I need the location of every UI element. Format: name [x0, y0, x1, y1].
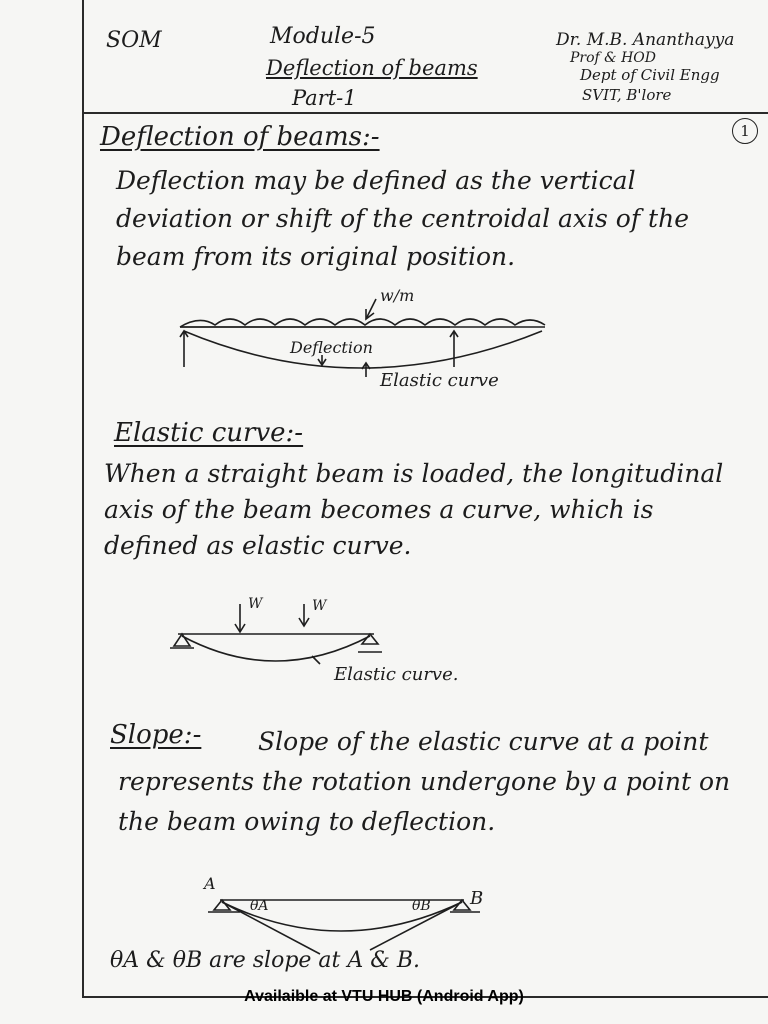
topic-label: Deflection of beams [266, 56, 478, 80]
theta-b-label: θB [412, 898, 431, 914]
deflection-label: Deflection [290, 338, 373, 357]
author-line-1: Dr. M.B. Ananthayya [556, 30, 735, 50]
page-number: 1 [732, 118, 758, 144]
author-line-2: Prof & HOD [570, 50, 656, 66]
header-divider-line [82, 112, 768, 114]
load-label-2: W [312, 598, 327, 614]
author-line-3: Dept of Civil Engg [580, 66, 720, 84]
author-line-4: SVIT, B'lore [582, 86, 672, 104]
point-a-label: A [204, 874, 216, 893]
elastic-curve-heading: Elastic curve:- [114, 418, 304, 448]
elastic-curve-label-1: Elastic curve [380, 370, 499, 391]
deflection-text: Deflection may be defined as the vertical deviation or shift of the centroidal axis of the beam from its original position. [116, 166, 689, 271]
subject-label: SOM [106, 28, 162, 53]
slope-caption: θA & θB are slope at A & B. [110, 948, 420, 973]
deflection-heading: Deflection of beams:- [100, 122, 380, 152]
footer-text: Availaible at VTU HUB (Android App) [244, 988, 524, 1005]
udl-label: w/m [380, 286, 415, 305]
slope-heading: Slope:- [110, 720, 202, 750]
slope-text: Slope of the elastic curve at a point represents the rotation undergone by a point on the beam owing to deflection. [118, 727, 731, 836]
module-label: Module-5 [270, 24, 376, 49]
theta-a-label: θA [250, 898, 269, 914]
elastic-curve-label-2: Elastic curve. [334, 664, 459, 685]
elastic-curve-text: When a straight beam is loaded, the longitudinal axis of the beam becomes a curve, which is defined as elastic curve. [104, 459, 724, 560]
left-margin-line [82, 0, 84, 998]
load-label-1: W [248, 596, 263, 612]
part-label: Part-1 [292, 86, 357, 110]
point-b-label: B [470, 888, 484, 909]
